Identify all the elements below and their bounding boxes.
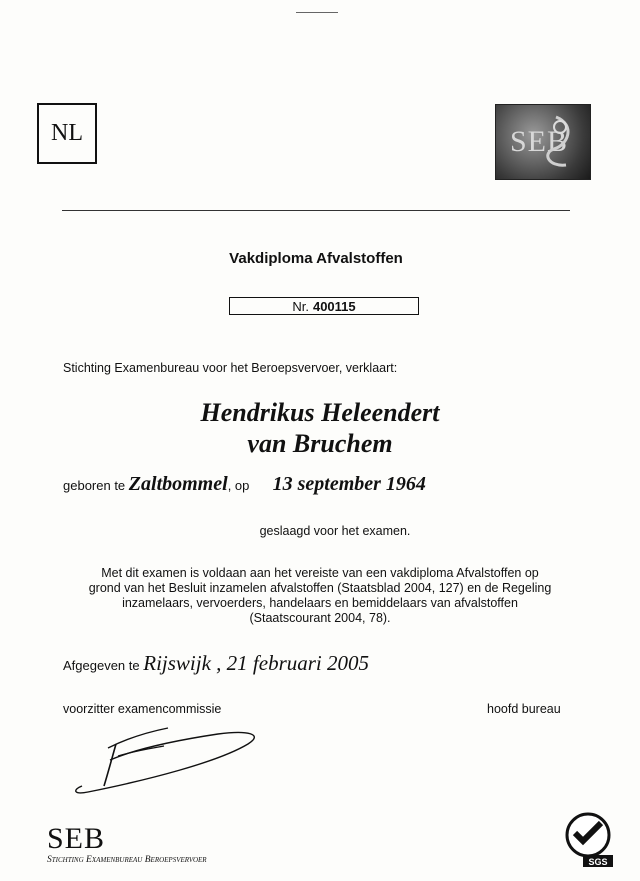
country-code: NL: [51, 120, 83, 146]
holder-name: [0, 397, 640, 459]
passed-text: geslaagd voor het examen.: [259, 524, 411, 538]
diploma-number-box: [229, 297, 419, 315]
holder-name-line2: van Bruchem: [247, 429, 393, 458]
legal-text: [60, 566, 580, 626]
legal-line: (Staatscourant 2004, 78).: [249, 611, 391, 625]
declaration-text: Stichting Examenbureau voor het Beroepsvervoer, verklaart:: [63, 361, 398, 375]
seb-hologram-logo: [495, 104, 591, 180]
country-code-box: [37, 103, 97, 164]
issued-prefix: Afgegeven te: [63, 658, 140, 673]
birth-separator: , op: [227, 478, 250, 493]
birth-row: [63, 473, 426, 496]
head-office-label: hoofd bureau: [487, 702, 561, 716]
sgs-text: SGS: [588, 857, 608, 867]
chairman-signature: [68, 718, 268, 798]
seb-footer-logo: SEB: [47, 822, 106, 855]
legal-line: Met dit examen is voldaan aan het vereiste van een vakdiploma Afvalstoffen op: [101, 566, 539, 580]
sgs-certification-icon: [561, 811, 615, 869]
birth-date: 13 september 1964: [272, 473, 426, 495]
chairman-label: voorzitter examencommissie: [63, 702, 222, 716]
number-label: Nr.: [292, 298, 309, 314]
seb-hologram-text: SEB: [510, 125, 569, 158]
issued-value: Rijswijk , 21 februari 2005: [143, 651, 369, 675]
issued-row: [63, 651, 369, 676]
header-rule: [62, 210, 570, 211]
birth-prefix: geboren te: [63, 478, 126, 493]
hologram-swirl-icon: [496, 105, 590, 179]
number-value: 400115: [312, 298, 356, 314]
diploma-title: Vakdiploma Afvalstoffen: [229, 250, 403, 267]
birth-place: Zaltbommel: [128, 473, 228, 495]
scan-mark: [296, 12, 338, 13]
legal-line: inzamelaars, vervoerders, handelaars en bemiddelaars van afvalstoffen: [122, 596, 518, 610]
legal-line: grond van het Besluit inzamelen afvalstoffen (Staatsblad 2004, 127) en de Regeling: [88, 581, 552, 595]
seb-footer-subtitle: Stichting Examenbureau Beroepsvervoer: [47, 855, 207, 865]
holder-name-line1: Hendrikus Heleendert: [200, 398, 440, 427]
